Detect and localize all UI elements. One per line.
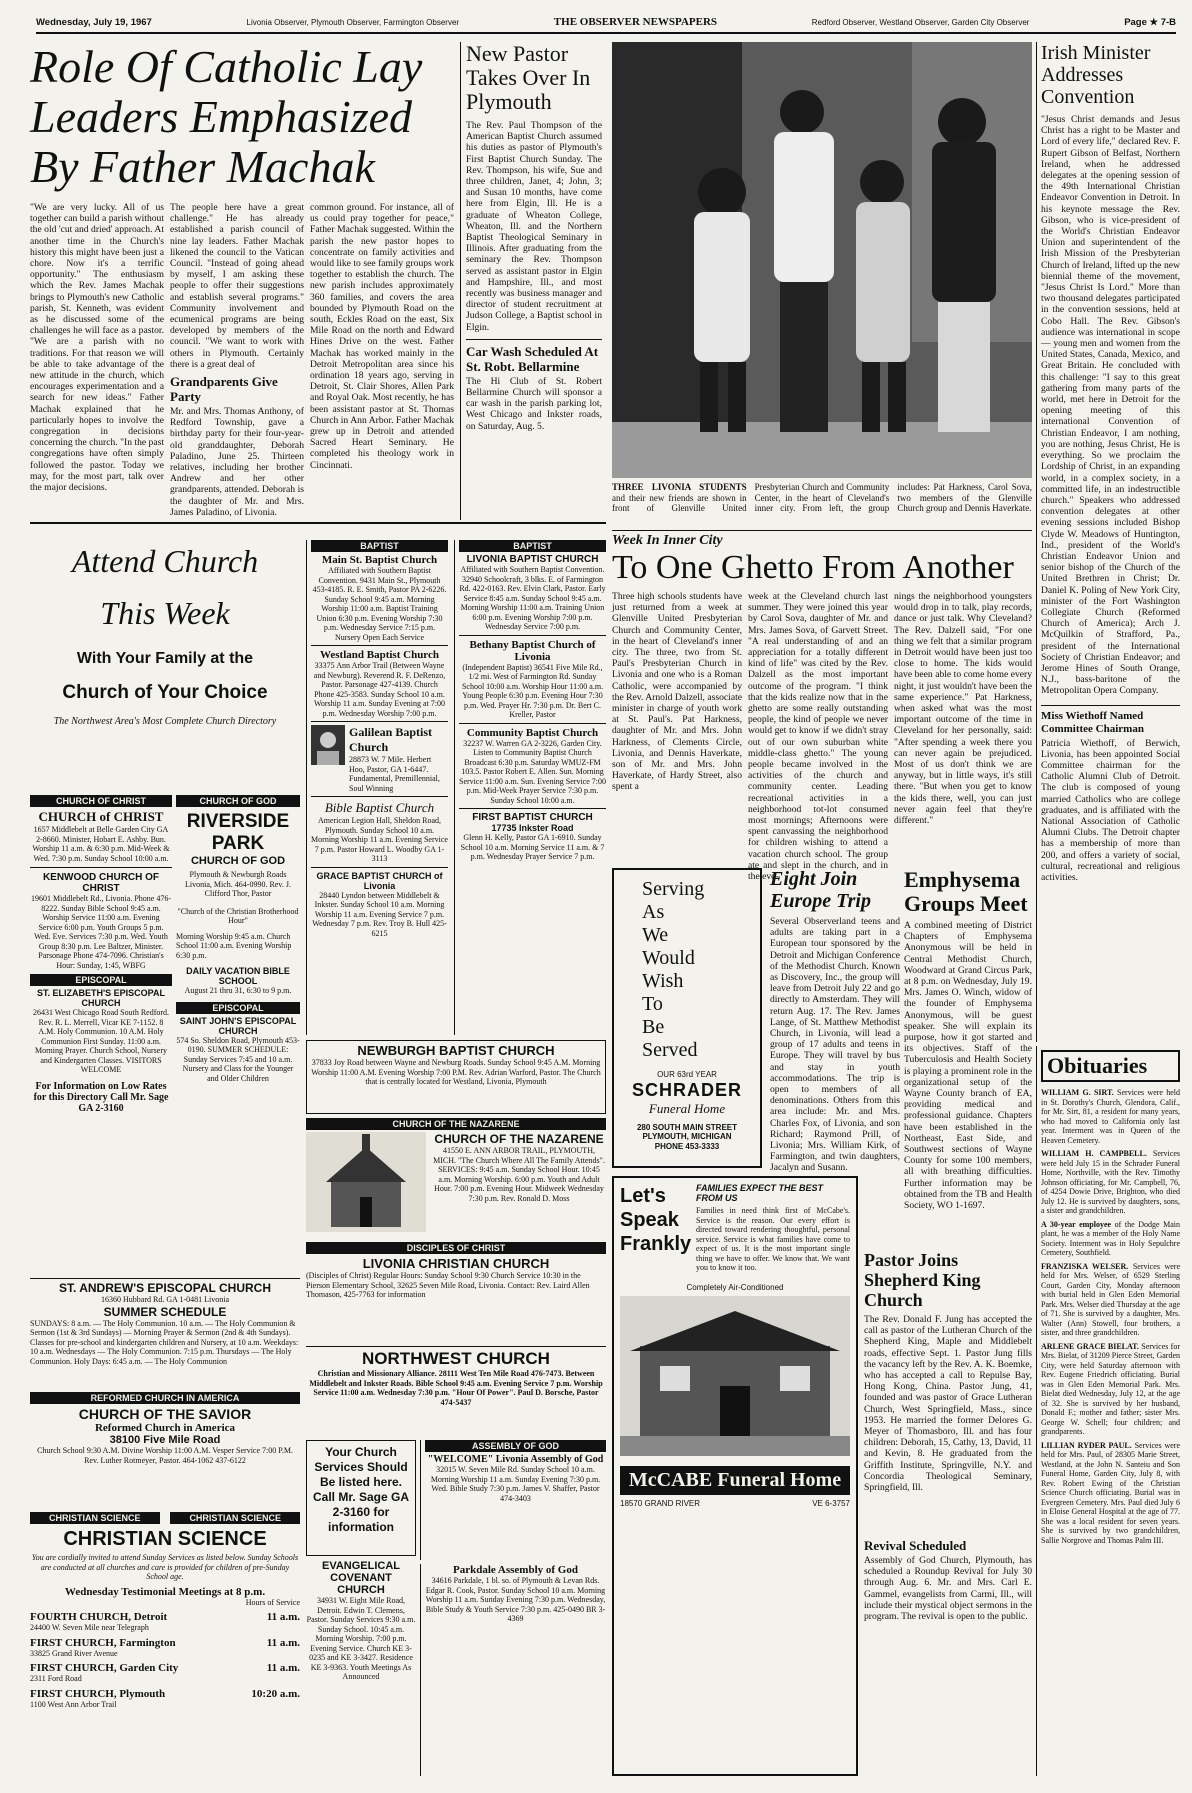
baptist-tag: BAPTIST: [311, 540, 448, 552]
eight-join-body: Several Observerland teens and adults are taking part in a European tour sponsored by the Detroit and Michigan Conference of the Methodist Church. Known as Discovery, Inc., the group will leave from Detroit July 22 and go directly to Amsterdam. They will return Aug. 17. The Rev. James Lange, of St. Matthew Methodist Church, in Livonia, will lead a group of 17 adults and teens in Europe. They will travel by bus and stay in youth accommodations. The trip is open to members of all denominations. Others from this area include: Mr. and Mrs. Charles Fox, of Livonia, and son Richard; Raymond Prill, of Livonia; Mrs. William Kirk, of Farmington, and twin daughters, Jacalyn and Susann.: [770, 916, 900, 1174]
schrader-addr1: 280 SOUTH MAIN STREET: [636, 1122, 737, 1132]
with-your-family: With Your Family at the: [76, 650, 254, 667]
cs-wed: Wednesday Testimonial Meetings at 8 p.m.: [64, 1585, 266, 1598]
students-photo: [612, 42, 1032, 478]
westland-name: Westland Baptist Church: [320, 649, 439, 661]
bethany-body: (Independent Baptist) 36541 Five Mile Rd., 1/2 mi. West of Farmington Rd. Sunday School 10:00 a.m. Worship Hour 11:00 a.m. Young People 6:30 p.m. Evening Hour 7:30 p.m. Wed. Prayer Hr. 7:30 p.m. Dr. Bert C. Kreller, Pastor: [461, 662, 604, 719]
your-church-text: Your Church Services Should Be listed here. Call Mr. Sage GA 2-3160 for information: [312, 1445, 410, 1534]
header-left-papers: Livonia Observer, Plymouth Observer, Farmington Observer: [246, 17, 460, 27]
eight-join-headline: Eight Join Europe Trip: [770, 868, 871, 912]
serving-word: As: [642, 901, 665, 923]
livonia-bap-name: LIVONIA BAPTIST CHURCH: [466, 554, 599, 565]
photo-caption: [612, 482, 1032, 528]
ghetto-body3: nings the neighborhood youngsters would drop in to talk, play records, dance or just talk. Why Cleveland? The Rev. Dalzell said, "For one thing we felt that a similar program in Detroit would have been just too close to home. The kids would have been able to come home every night, it just wouldn't have been the same experience." Pat Harkness, when asked what was the most important outcome of the time in Cleveland for her personally, said: "After spending a week there you can never again be prejudiced. Most of us don't think we are anyway, but in little ways, it's still there. "But when you get to know the kids there, well, you can just never again feel that they're different.": [894, 591, 1032, 827]
newburgh: [306, 1040, 606, 1114]
revival-body: Assembly of God Church, Plymouth, has scheduled a Roundup Revival for July 30 through Aug. 6. Mr. and Mrs. Carl E. Gammel, evangelists from Carmi, Ill., will include their mystical object sermons in the program. The revival is open to the public.: [864, 1555, 1032, 1623]
cs-row-time: 11 a.m.: [266, 1662, 300, 1674]
obituary-name: A 30-year employee: [1041, 1219, 1112, 1229]
kenwood-name: KENWOOD CHURCH OF CHRIST: [42, 872, 160, 894]
header-masthead: THE OBSERVER NEWSPAPERS: [553, 16, 718, 28]
lcc-name: LIVONIA CHRISTIAN CHURCH: [362, 1256, 550, 1271]
westland-body: 33375 Ann Arbor Trail (Between Wayne and Newburg). Reverend R. F. DeRenzo, Pastor. Parsonage 427-4139. Church Phone 425-3583. Sunday School 10 a.m. Worship 11 a.m. Sunday Evening at 7:00 p.m. Wednesday Worship 7:00 p.m.: [313, 661, 446, 718]
catholic-headline: Role Of Catholic Lay Leaders Emphasized By Father Machak: [30, 41, 423, 192]
christian-science: [30, 1512, 300, 1778]
st-andrews: [30, 1278, 300, 1388]
bethany-name: Bethany Baptist Church of Livonia: [469, 638, 596, 663]
eliz-name: ST. ELIZABETH'S EPISCOPAL CHURCH: [37, 988, 165, 1008]
galilean-name: Galilean Baptist Church: [349, 725, 433, 754]
obituary-text: Services were held for Mrs. Welser, of 6529 Sterling Court, Garden City, Monday afternoon with burial held in Glen Eden Memorial Park. Mrs. Welser died Thursday at the age of 71. She is survived by a daughter, Mrs. Walter (Ann) Stowell, four brothers, a sister, and three grandchildren.: [1041, 1261, 1180, 1337]
johns-body: 574 So. Sheldon Road, Plymouth 453-0190. SUMMER SCHEDULE: Sunday Services 7:45 and 10 a.m. Nursery and Class for the Younger and Older Children: [176, 1035, 300, 1083]
dir-info: For Information on Low Rates for this Directory Call Mr. Sage GA 2-3160: [33, 1080, 169, 1114]
obituary-text: Services for Mrs. Bielat, of 31209 Pierce Street, Garden City, were held Saturday afternoon with Rev. Eugene Friedrich officiating. Burial was in Glen Eden Memorial Park. Mrs. Bielat died Wednesday, July 12, at the age of 32. She is survived by her husband, Donald F.; mother and father; sister Mrs. George W. Schell; four children; and grandparents.: [1041, 1341, 1180, 1436]
cs-tag-2: CHRISTIAN SCIENCE: [170, 1512, 300, 1524]
ghetto-article: [612, 530, 1032, 883]
andrew-body: SUNDAYS: 8 a.m. — The Holy Communion. 10 a.m. — The Holy Communion & Sermon (1st & 3rd Sundays) — Morning Prayer & Sermon (2nd & 4th Sundays). Classes for pre-school and kindergarten children and Nursery, at 10 a.m. Weekdays: 10 a.m. Wednesdays — The Holy Communion. 7:15 p.m. Thursdays — The Holy Communion. Holy Days: 6:45 a.m. — The Holy Communion: [30, 1318, 299, 1366]
ghetto-body2: week at the Cleveland church last summer. They were joined this year by Carol Sova, daughter of Mr. and Mrs. James Sova, of Garvett Street. "A real understanding of and an appreciation for a totally different kind of life" was cited by the Rev. Dalzell as the most important outcome of the program. "I think that the kids realize now that in the ghetto are some really outstanding people, the kind of people we never would get to know if we didn't stray out of our own suburban white middle-class ghetto." The young people became involved in the activities of the church and community center. Leading recreational activities in a neighborhood tot-lot consumed most mornings; Afternoons were spent canvassing the neighborhood for children wishing to attend a vacation church school. The group ate and slept in the church, and in the eve-: [748, 591, 888, 883]
your-church-box: [306, 1440, 416, 1556]
directory-top-rule: [30, 522, 606, 524]
cs-row-time: 11 a.m.: [266, 1611, 300, 1623]
parkdale-name: Parkdale Assembly of God: [453, 1564, 578, 1576]
northwest: [306, 1346, 606, 1436]
schrader-phone: PHONE 453-3333: [654, 1141, 720, 1151]
savior-sub: Reformed Church in America: [94, 1422, 236, 1434]
serving-word: Be: [642, 1016, 665, 1038]
cs-tag-1: CHRISTIAN SCIENCE: [30, 1512, 160, 1524]
dir-col-mid: [176, 795, 300, 1275]
community-name: Community Baptist Church: [466, 726, 599, 739]
cs-row-name: FOURTH CHURCH, Detroit: [30, 1611, 168, 1623]
mccabe-name: McCABE Funeral Home: [620, 1466, 850, 1495]
attend-line2: This Week: [100, 595, 230, 631]
serving-words: [622, 878, 752, 1062]
cs-row-addr: 2311 Ford Road: [30, 1674, 82, 1683]
cs-row-time: 11 a.m.: [266, 1636, 300, 1649]
naz-body: 41550 E. ANN ARBOR TRAIL, PLYMOUTH, MICH. "The Church Where All The Family Attends". SERVICES: 9:45 a.m. Sunday School Hour. 10:45 a.m. Morning Worship. 6:00 p.m. Youth and Adult Hour. 7:00 p.m. Evening Hour. Midweek Wednesday 7:30 p.m. Rev. Ronald D. Moss: [433, 1146, 605, 1203]
johns-name: SAINT JOHN'S EPISCOPAL CHURCH: [179, 1015, 297, 1036]
obituary-text: Services were held for Mrs. Paul, of 28305 Marie Street, Westland, at the John N. Santeiu and Son Funeral Home, Garden City, July 8, with Rev. Robert Ewing of the Christian Science Church officiating. Burial was in Evergreen Cemetery. Mrs. Paul died July 6 in Eloise General Hospital at the age of 77. She was a local resident for seven years. She is survived by two grandchildren, Sallie Norgrove and Thomas Palm III.: [1041, 1440, 1181, 1545]
obituary-item: [1041, 1441, 1180, 1546]
obituary-item: [1041, 1088, 1180, 1145]
catholic-col1: "We are very lucky. All of us together can build a parish without the old 'cut and dried' approach. At another time in the Church's history this might have been just a chore. Now it's a terrific opportunity." The enthusiasm which the Rev. James Machak brings to Plymouth's new Catholic parish, St. Kenneth, was evident as he discussed some of the challenges he will face as a pastor. "We are a parish with no traditions. For that reason we will be able to take advantage of the new attitude in the church, which encourages experimentation and a search for new ideas." Father Machak explained that he particularly hopes to involve the congregation in decisions concerning the church. "In the past congregations have often simply followed the pastor. Today we may, for the most part, talk over the major decisions.: [30, 202, 164, 494]
cs-row: [30, 1688, 300, 1710]
serving-word: Served: [642, 1039, 698, 1061]
cs-row-name: FIRST CHURCH, Garden City: [30, 1662, 179, 1674]
riverside-2: PARK: [211, 833, 265, 854]
dvbs-dates: August 21 thru 31, 6:30 to 9 p.m.: [184, 986, 292, 995]
grace-body: 28440 Lyndon between Middlebelt & Inkster. Sunday School 10 a.m. Morning Worship 11 a.m. Evening Service 7 p.m. Wednesday 7 p.m. Rev. Troy B. Hull 425-6215: [312, 890, 447, 938]
mccabe-ad: [612, 1176, 858, 1776]
galilean-body: 28873 W. 7 Mile. Herbert Hoo, Pastor, GA 1-6447. Fundamental, Premillennial, Soul Winning: [349, 755, 440, 793]
ghetto-headline: To One Ghetto From Another: [612, 549, 1014, 586]
nazarene-building-image: [306, 1132, 426, 1232]
dir-baptist-col2: [454, 540, 606, 1035]
cs-row-name: FIRST CHURCH, Plymouth: [30, 1687, 166, 1700]
andrew-sched: SUMMER SCHEDULE: [103, 1304, 227, 1319]
mccabe-head: FAMILIES EXPECT THE BEST FROM US: [696, 1183, 824, 1203]
cs-row-addr: 24400 W. Seven Mile near Telegraph: [30, 1623, 149, 1632]
car-wash-body: The Hi Club of St. Robert Bellarmine Church will sponsor a car wash in the parish parking lot, West Chicago and Inkster roads, on Saturday, Aug. 5.: [466, 375, 602, 432]
car-wash-headline: Car Wash Scheduled At St. Robt. Bellarmine: [466, 343, 599, 374]
obituaries: [1036, 1046, 1180, 1776]
new-pastor-body: The Rev. Paul Thompson of the American Baptist Church assumed his duties as pastor of Plymouth's First Baptist Church Sunday. The Rev. Thompson, his wife, Sue and three children, Janet, 4; John, 3; and Susan 10 months, have come here from Elgin, Ill. He is a graduate of Wheaton College, Wheaton, Ill. and the Northern Baptist Theological Seminary in Illinois. After graduating from the seminary the Rev. Thompson served as assistant pastor in Elgin and Hampshire, Ill., and most recently was business manager and director of student recruitment at Judson College, a Baptist school in Elgin.: [466, 120, 602, 333]
reformed-tag: REFORMED CHURCH IN AMERICA: [30, 1392, 300, 1404]
obituary-text: Services were held in St. Dorothy's Church, Glendora, Calif., for Mr. Sirt, 81, a resident for many years, who had moved to California only last year. Interment was in Queen of the Heaven Cemetery.: [1041, 1088, 1180, 1145]
riverside-3: CHURCH OF GOD: [190, 855, 286, 867]
obituary-name: WILLIAM H. CAMPBELL.: [1041, 1149, 1147, 1158]
pastor-joins-headline: Pastor Joins Shepherd King Church: [864, 1250, 981, 1310]
lcc-body: (Disciples of Christ) Regular Hours: Sunday School 9:30 Church Service 10:30 in the Pierson Elementary School, 32625 Seven Mile Road, Livonia. Contact: Rev. Laird Allen Thomason, 425-7763 for information: [306, 1271, 590, 1299]
cs-name: CHRISTIAN SCIENCE: [63, 1528, 267, 1550]
nw-name: NORTHWEST CHURCH: [362, 1349, 550, 1368]
dir-col-left: [30, 795, 172, 1275]
brotherhood: "Church of the Christian Brotherhood Hour": [177, 906, 299, 925]
andrew-name: ST. ANDREW'S EPISCOPAL CHURCH: [59, 1281, 271, 1295]
header-rule: [36, 32, 1176, 34]
andrew-addr: 16360 Hubbard Rd. GA 1-0481 Livonia: [101, 1295, 229, 1304]
naz-name: CHURCH OF THE NAZARENE: [434, 1132, 604, 1146]
church-of-choice: Church of Your Choice: [62, 682, 268, 703]
firstbap-name: FIRST BAPTIST CHURCH: [472, 812, 593, 823]
cs-row: [30, 1637, 300, 1659]
disciples-tag: DISCIPLES OF CHRIST: [306, 1242, 606, 1254]
attend-church-banner: [30, 540, 300, 790]
eliz-body: 26431 West Chicago Road South Redford. Rev. R. L. Merrell, Vicar KE 7-1152. 8 A.M. Holy Communion. 10 A.M. Holy Communion First Sunday. 11:00 a.m. Morning Prayer. Church School, Nursery and Kindergarten Classes. VISITORS WELCOME: [32, 1008, 170, 1074]
savior-name: CHURCH OF THE SAVIOR: [78, 1406, 252, 1422]
new-pastor-article: [460, 42, 602, 520]
nazarene: [306, 1118, 606, 1238]
serving-word: Wish: [642, 970, 684, 992]
bible-body: American Legion Hall, Sheldon Road, Plymouth. Sunday School 10 a.m. Morning Worship 11 a.m. Evening Service 7 p.m. Pastor Howard L. Woodby GA 1-3113: [311, 816, 448, 863]
schrader-ad: [612, 868, 762, 1168]
agod-body: 32015 W. Seven Mile Rd. Sunday School 10 a.m. Morning Worship 11 a.m. Sunday Evening 7:30 p.m. Wed. Bible Study 7:30 p.m. James V. Shaffer, Pastor 474-3403: [430, 1465, 601, 1503]
catholic-col3: common ground. For instance, all of us could pray together for peace," Father Machak suggested. Within the parish the new pastor hopes to concentrate on family activities and would like to see family groups work together to establish the church. The new parish includes approximately 360 families, and covers the area bounded by Plymouth Road on the south, Eckles Road on the east, Six Mile Road on the north and Edward Hines Drive on the west. Father Machak has worked mainly in the Detroit Metropolitan area since his ordination 18 years ago, serving in Detroit, St. Clair Shores, Allen Park and Royal Oak. Most recently, he has been assistant pastor at St. Thomas Church in Ann Arbor. Father Machak grew up in Detroit and attended Sacred Heart Seminary. He completed his theology work in Cincinnati.: [310, 202, 454, 471]
directory-subtitle: The Northwest Area's Most Complete Church Directory: [53, 716, 277, 727]
serving-word: To: [642, 993, 663, 1015]
emphysema-article: [904, 868, 1032, 1248]
newburgh-body: 37833 Joy Road between Wayne and Newburg Roads. Sunday School 9:45 A.M. Morning Worship 11:00 A.M. Evening Worship 7:00 P.M. Rev. Adrian Warford, Pastor. The Church that is centrally located for Westland, Livonia, Plymouth: [311, 1058, 601, 1086]
emphysema-headline: Emphysema Groups Meet: [904, 867, 1028, 916]
naz-tag: CHURCH OF THE NAZARENE: [306, 1118, 606, 1130]
cs-rows: [30, 1611, 300, 1709]
dir-baptist-col1: [306, 540, 448, 1035]
students-photo-image: [612, 42, 1032, 478]
bible-name: Bible Baptist Church: [324, 800, 435, 815]
header-right-papers: Redford Observer, Westland Observer, Garden City Observer: [811, 17, 1030, 27]
parkdale-body: 34616 Parkdale, 1 bl. so. of Plymouth & Levan Rds. Edgar R. Cook, Pastor. Sunday School 10 a.m. Morning Worship 11 a.m. Sunday Evening 7:30 p.m. Wednesday, Bible Study & Youth Service 7:30 p.m. 425-0490 BR 3-4369: [425, 1576, 606, 1623]
livonia-bap-tag: BAPTIST: [459, 540, 606, 552]
pastor-joins-article: [864, 1250, 1032, 1530]
obituaries-headline: Obituaries: [1047, 1053, 1148, 1078]
obituary-text: of the Dodge Main plant, he was a member of the Holy Name Society. Interment was in Holy Sepulchre Cemetery, Southfield.: [1041, 1219, 1181, 1257]
agod-tag: ASSEMBLY OF GOD: [425, 1440, 606, 1452]
wiethoff-body: Patricia Wiethoff, of Berwich, Livonia, has been appointed Social Committee chairman for the Catholic Alumni Club of Detroit. The club is composed of young married Catholics who are college graduates, and is affiliated with the National Association of Catholic Alumni Clubs. The Detroit chapter has a membership of more than 200, and offers a variety of social, cultural, recreational and religious activities.: [1041, 737, 1180, 883]
mccabe-addr: 18570 GRAND RIVER: [620, 1499, 701, 1508]
dvbs: DAILY VACATION BIBLE SCHOOL: [186, 966, 290, 986]
ghetto-kicker: Week In Inner City: [612, 533, 723, 548]
episcopal-tag-2: EPISCOPAL: [176, 1002, 300, 1014]
cs-row-addr: 1100 West Ann Arbor Trail: [30, 1699, 117, 1709]
new-pastor-headline: New Pastor Takes Over In Plymouth: [466, 41, 591, 114]
firstbap-body: Glenn H. Kelly, Pastor GA 1-6910. Sunday School 10 a.m. Morning Service 11 a.m. & 7 p.m. Wednesday Prayer Service 7 p.m.: [460, 833, 605, 861]
cs-row-time: 10:20 a.m.: [251, 1687, 300, 1700]
catholic-article: [30, 42, 454, 520]
schrader-addr2: PLYMOUTH, MICHIGAN: [642, 1132, 732, 1141]
livonia-bap-body: Affiliated with Southern Baptist Convention. 32940 Schoolcraft, 3 blks. E. of Farmington Rd. 422-0163. Rev. Elvin Clark, Pastor. Early Service 8:45 a.m. Sunday School 9:45 a.m. Morning Worship 11:00 a.m. Training Union 6:00 p.m. Evening Worship 7:00 p.m. Wednesday Service 7:00 p.m.: [459, 565, 606, 631]
riverside-1: RIVERSIDE: [186, 811, 290, 832]
catholic-col2: The people here have a great challenge." He has already established a parish council of nine lay leaders. Father Machak likened the council to the Vatican Council. "Instead of going ahead by myself, I am asking these people to offer their suggestions and establish several programs." Community involvement and ecumenical programs are being developed by members of the council. "We want to work with others in Plymouth. Certainly there is a great deal of: [170, 202, 304, 370]
grandparents-body: Mr. and Mrs. Thomas Anthony, of Redford Township, gave a birthday party for their four-year-old granddaughter, Deborah Paladino, June 25. Thirteen relatives, including her brother Andrew and her other grandparents, attended. Deborah is the daughter of Mr. and Mrs. James Paladino, of Livonia.: [170, 406, 304, 518]
community-body: 32237 W. Warren GA 2-3226, Garden City. Listen to Community Baptist Church Broadcast 6:30 p.m. Saturday WMUZ-FM 103.5. Pastor Robert E. Allen. Sun. Morning Service 11:00 a.m. Sun. Evening Service 7:00 p.m. Mid-Week Prayer Service 7:30 p.m. Sunday School 10:00 a.m.: [459, 738, 607, 805]
agod-name: "WELCOME" Livonia Assembly of God: [427, 1454, 604, 1465]
kenwood-body: 19601 Middlebelt Rd., Livonia. Phone 476-8222. Sunday Bible School 9:45 a.m. Worship Service 11:00 a.m. Evening Service 6:00 p.m. Youth Groups 5 p.m. Wed. Eve. Services 7:30 p.m. Wed. Youth Group 8:30 p.m. Lee Baltzer, Minister. Parsonage Phone 474-7096. Christian's Hour: Sunday, 1:45, WBFG: [31, 894, 171, 970]
cs-row: [30, 1611, 300, 1633]
god-tag: CHURCH OF GOD: [176, 795, 300, 807]
serving-word: We: [642, 924, 669, 946]
header-page: Page ★ 7-B: [1124, 16, 1176, 28]
mainst-name: Main St. Baptist Church: [321, 554, 438, 566]
irish-headline: Irish Minister Addresses Convention: [1041, 42, 1151, 108]
serving-word: Would: [642, 947, 695, 969]
photo-caption-text: and their new friends are shown in front of Glenville United Presbyterian Church and Community Center, in the heart of Cleveland's inner city. From left, the group includes: Pat Harkness, Carol Sova, two members of the Glenville Church group and Dennis Haverkate.: [612, 482, 1032, 513]
revival-article: [864, 1534, 1032, 1776]
christ-body: 1657 Middlebelt at Belle Garden City GA 2-8660. Minister, Hobart E. Ashby. Bun. Worship 11 a.m. & 6:30 p.m. Mid-Week & Wed. 7:30 p.m. Sunday School 10:00 a.m.: [32, 825, 170, 863]
obituary-item: [1041, 1342, 1180, 1437]
grace-name: GRACE BAPTIST CHURCH of Livonia: [316, 870, 443, 891]
obituary-name: ARLENE GRACE BIELAT.: [1041, 1341, 1139, 1351]
cs-row-name: FIRST CHURCH, Farmington: [30, 1636, 176, 1649]
obituary-item: [1041, 1149, 1180, 1216]
cs-body: You are cordially invited to attend Sunday Services as listed below. Sunday Schools are conducted at all churches and care is provided for children of pre-Sunday School age.: [31, 1553, 299, 1581]
pastor-joins-body: The Rev. Donald F. Jung has accepted the call as pastor of the Lutheran Church of the Shepherd King, Maple and Middlebelt roads, effective Sept. 1. Pastor Jung fills the vacancy left by the Rev. A. K. Boemke, who has accepted a call to Repulse Bay, Hong Kong, China. Pastor Jung, 41, founded and was pastor of Grace Lutheran Church, West Springfield, Mass., since 1953. He married the former Delores G. Meyer of Thomasboro, Ill. and has four children: Deborah, 15, Cathy, 13, David, 11 and Kevin, 8. He graduated from the Griffith Institute, Springville, N.Y. and Concordia Theological Seminary, Springfield, Ill.: [864, 1314, 1032, 1494]
cs-row: [30, 1662, 300, 1684]
mccabe-contact: [620, 1499, 850, 1509]
serving-word: Serving: [642, 878, 705, 900]
header-date: Wednesday, July 19, 1967: [36, 16, 152, 28]
evangelical-covenant: [306, 1560, 416, 1776]
riverside-times: Morning Worship 9:45 a.m. Church School 11:00 a.m. Evening Worship 6:30 p.m.: [176, 931, 292, 960]
wiethoff-headline: Miss Wiethoff Named Committee Chairman: [1041, 709, 1144, 735]
obituary-item: [1041, 1262, 1180, 1338]
episcopal-tag: EPISCOPAL: [30, 974, 172, 986]
obituaries-list: [1041, 1088, 1180, 1545]
obituary-text: Services were held July 15 in the Schrader Funeral Home, Northville, with the Rev. Timothy Johnson officiating, for Mr. Campbell, 76, of 4254 Dowie Drive, Brighton, who died July 12. He is survived by daughters, sons, a sister and grandchildren.: [1041, 1149, 1180, 1215]
ecc-body: 34931 W. Eight Mile Road, Detroit. Edwin T. Clemens, Pastor. Sunday Services 9:30 a.m. Sunday School. 10:45 a.m. Morning Worship. 7:00 p.m. Evening Service. Church KE 3-0235 and KE 3-3427. Residence KE 3-9363. Youth Meetings As Announced: [306, 1596, 416, 1681]
ecc-name: EVANGELICAL COVENANT CHURCH: [321, 1560, 401, 1596]
parkdale: [420, 1564, 606, 1776]
mccabe-body: Families in need think first of McCabe's. Service is the reason. Our every effort is directed toward rendering thoughtful, personal service. Service is what families have come to expect of us. It is the most important single thing we have to offer. We know that. We want you to know it too.: [696, 1206, 850, 1272]
grandparents-headline: Grandparents Give Party: [170, 374, 278, 405]
cs-hours: Hours of Service: [245, 1597, 300, 1607]
irish-body: "Jesus Christ demands and Jesus Christ has a right to be Master and Lord of every life," declared Rev. F. Rupert Gibson of Belfast, Northern Ireland, when he addressed delegates at the opening session of the 49th International Christian Endeavor Convention in Detroit. In his keynote message the Rev. Gibson, who is vice-president of the World's Christian Endeavor Union and superintendent of the Irish Mission of the Presbyterian Church of Ireland, lifted up the new biennial theme of the movement, "Jesus Christ Is Lord." More than two thousand delegates participated in the convention sessions, held at Cobo Hall. The Rev. Gibson's audience was international in scope — young men and women from the United States, Canada, Mexico, and Great Britain. He concluded with this challenge: "I say to this great gathering from many parts of the world, met here in Detroit for the opening meeting of this international Convention of Christian Endeavor, I am nothing, you are nothing, Jesus Christ, He is everything. So we proclaim the Lordship of Christ, in an expanding world, in a complex society, in a committed life, in an indestructible church." Speakers who addressed convention delegates at other evening sessions included Bishop Clyde W. Meadows of Huntington, Ind., president of the World's Christian Endeavor Union and senior bishop of the Church of the United Brethren in Christ; Dr. Daniel K. Poling of New York City, minister of the Fort Washington Collegiate Church (Reformed Church of America); Arch J. McQuilkin of Strafford, Pa., president of the International Society of Christian Endeavor; and Jerome Hines of South Orange, N.J., bass-baritone of the Metropolitan Opera Company.: [1041, 114, 1180, 697]
disciples: [306, 1242, 606, 1342]
schrader-sub: Funeral Home: [648, 1100, 726, 1116]
irish-article: [1036, 42, 1180, 1042]
riverside-body: Plymouth & Newburgh Roads Livonia, Mich. 464-0990. Rev. J. Clifford Thor, Pastor: [185, 870, 291, 898]
schrader-year: OUR 63rd YEAR: [657, 1070, 717, 1079]
newburgh-name: NEWBURGH BAPTIST CHURCH: [357, 1043, 555, 1058]
obituary-name: LILLIAN RYDER PAUL.: [1041, 1440, 1132, 1450]
photo-caption-lead: THREE LIVONIA STUDENTS: [612, 482, 747, 492]
schrader-name: SCHRADER: [631, 1079, 742, 1100]
savior-addr: 38100 Five Mile Road: [109, 1434, 221, 1446]
christ-name: CHURCH of CHRIST: [38, 809, 164, 824]
pastor-portrait-image: [311, 725, 345, 765]
nw-body: Christian and Missionary Alliance. 28111 West Ten Mile Road 476-7473. Between Middlebelt and Inkster Roads. Bible School 9:45 a.m. Evening Service 7 p.m. Worship Service 11:00 a.m. Wednesday 7:30 p.m. "Hour Of Power". Paul D. Borsche, Pastor 474-5437: [309, 1369, 603, 1407]
emphysema-body: A combined meeting of District Chapters of Emphysema Anonymous will be held in Central Methodist Church, Woodward at Grand Circus Park, at 8 p.m. on Wednesday, July 19. Mrs. James O. Winch, widow of the founder of Emphysema Anonymous, will be guest speaker. She will explain its purpose, how it got started and its objectives. Staff of the Tuberculosis and Health Society is playing a prominent role in the organizational setup of the Wayne County branch of EA, providing medical and professional guidance. Chapters have been established in the Northeast, East Side, and Southwest sections of Wayne County for some 100 members, all with breathing difficulties. Further information may be obtained from the TB and Health Society, WO 1-1697.: [904, 920, 1032, 1212]
mainst-body: Affiliated with Southern Baptist Convention. 9431 Main St., Plymouth 453-4185. R. E. Smith, Pastor PA 2-6226. Sunday School 9:45 a.m. Morning Worship 11:00 a.m. Baptist Training Union 6:30 p.m. Evening Worship 7:30 p.m. Wednesday Service 7:15 p.m. Nursery Open Each Service: [312, 566, 447, 642]
mccabe-building-image: [620, 1296, 850, 1456]
revival-headline: Revival Scheduled: [864, 1538, 967, 1553]
reformed: [30, 1392, 300, 1508]
obituary-name: WILLIAM G. SIRT.: [1041, 1088, 1114, 1097]
mccabe-phone: VE 6-3757: [812, 1499, 850, 1508]
christ-tag: CHURCH OF CHRIST: [30, 795, 172, 807]
mccabe-big: Let's Speak Frankly: [620, 1185, 692, 1255]
obituary-item: [1041, 1220, 1180, 1258]
eight-join-article: [770, 868, 900, 1174]
obituary-name: FRANZISKA WELSER.: [1041, 1261, 1129, 1271]
assembly-god: [420, 1440, 606, 1560]
ghetto-body1: Three high schools students have just returned from a week at Glenville United Presbyterian Church and Community Center, in the heart of Cleveland's inner city. The three, two from St. Paul's Presbyterian Church in Livonia and one who is a Roman Catholic, were accompanied by the Rev. Arnold Dalzell, associate minister in charge of youth work at St. Paul's. Pat Harkness, daughter of Mr. and Mrs. John Harkness, of Clements Circle, Livonia, and Dennis Haverkate, son of Mr. and Mrs. John Haverkate, of Hardy Street, also spent a: [612, 591, 742, 793]
cs-row-addr: 33825 Grand River Avenue: [30, 1648, 118, 1658]
firstbap-addr: 17735 Inkster Road: [491, 823, 574, 833]
mccabe-conditioned: Completely Air-Conditioned: [686, 1282, 784, 1292]
page-header: [36, 14, 1176, 30]
attend-line1: Attend Church: [71, 543, 259, 579]
savior-body: Church School 9:30 A.M. Divine Worship 11:00 A.M. Vesper Service 7:00 P.M. Rev. Luther Rotmeyer, Pastor. 464-1062 437-6122: [37, 1446, 293, 1465]
